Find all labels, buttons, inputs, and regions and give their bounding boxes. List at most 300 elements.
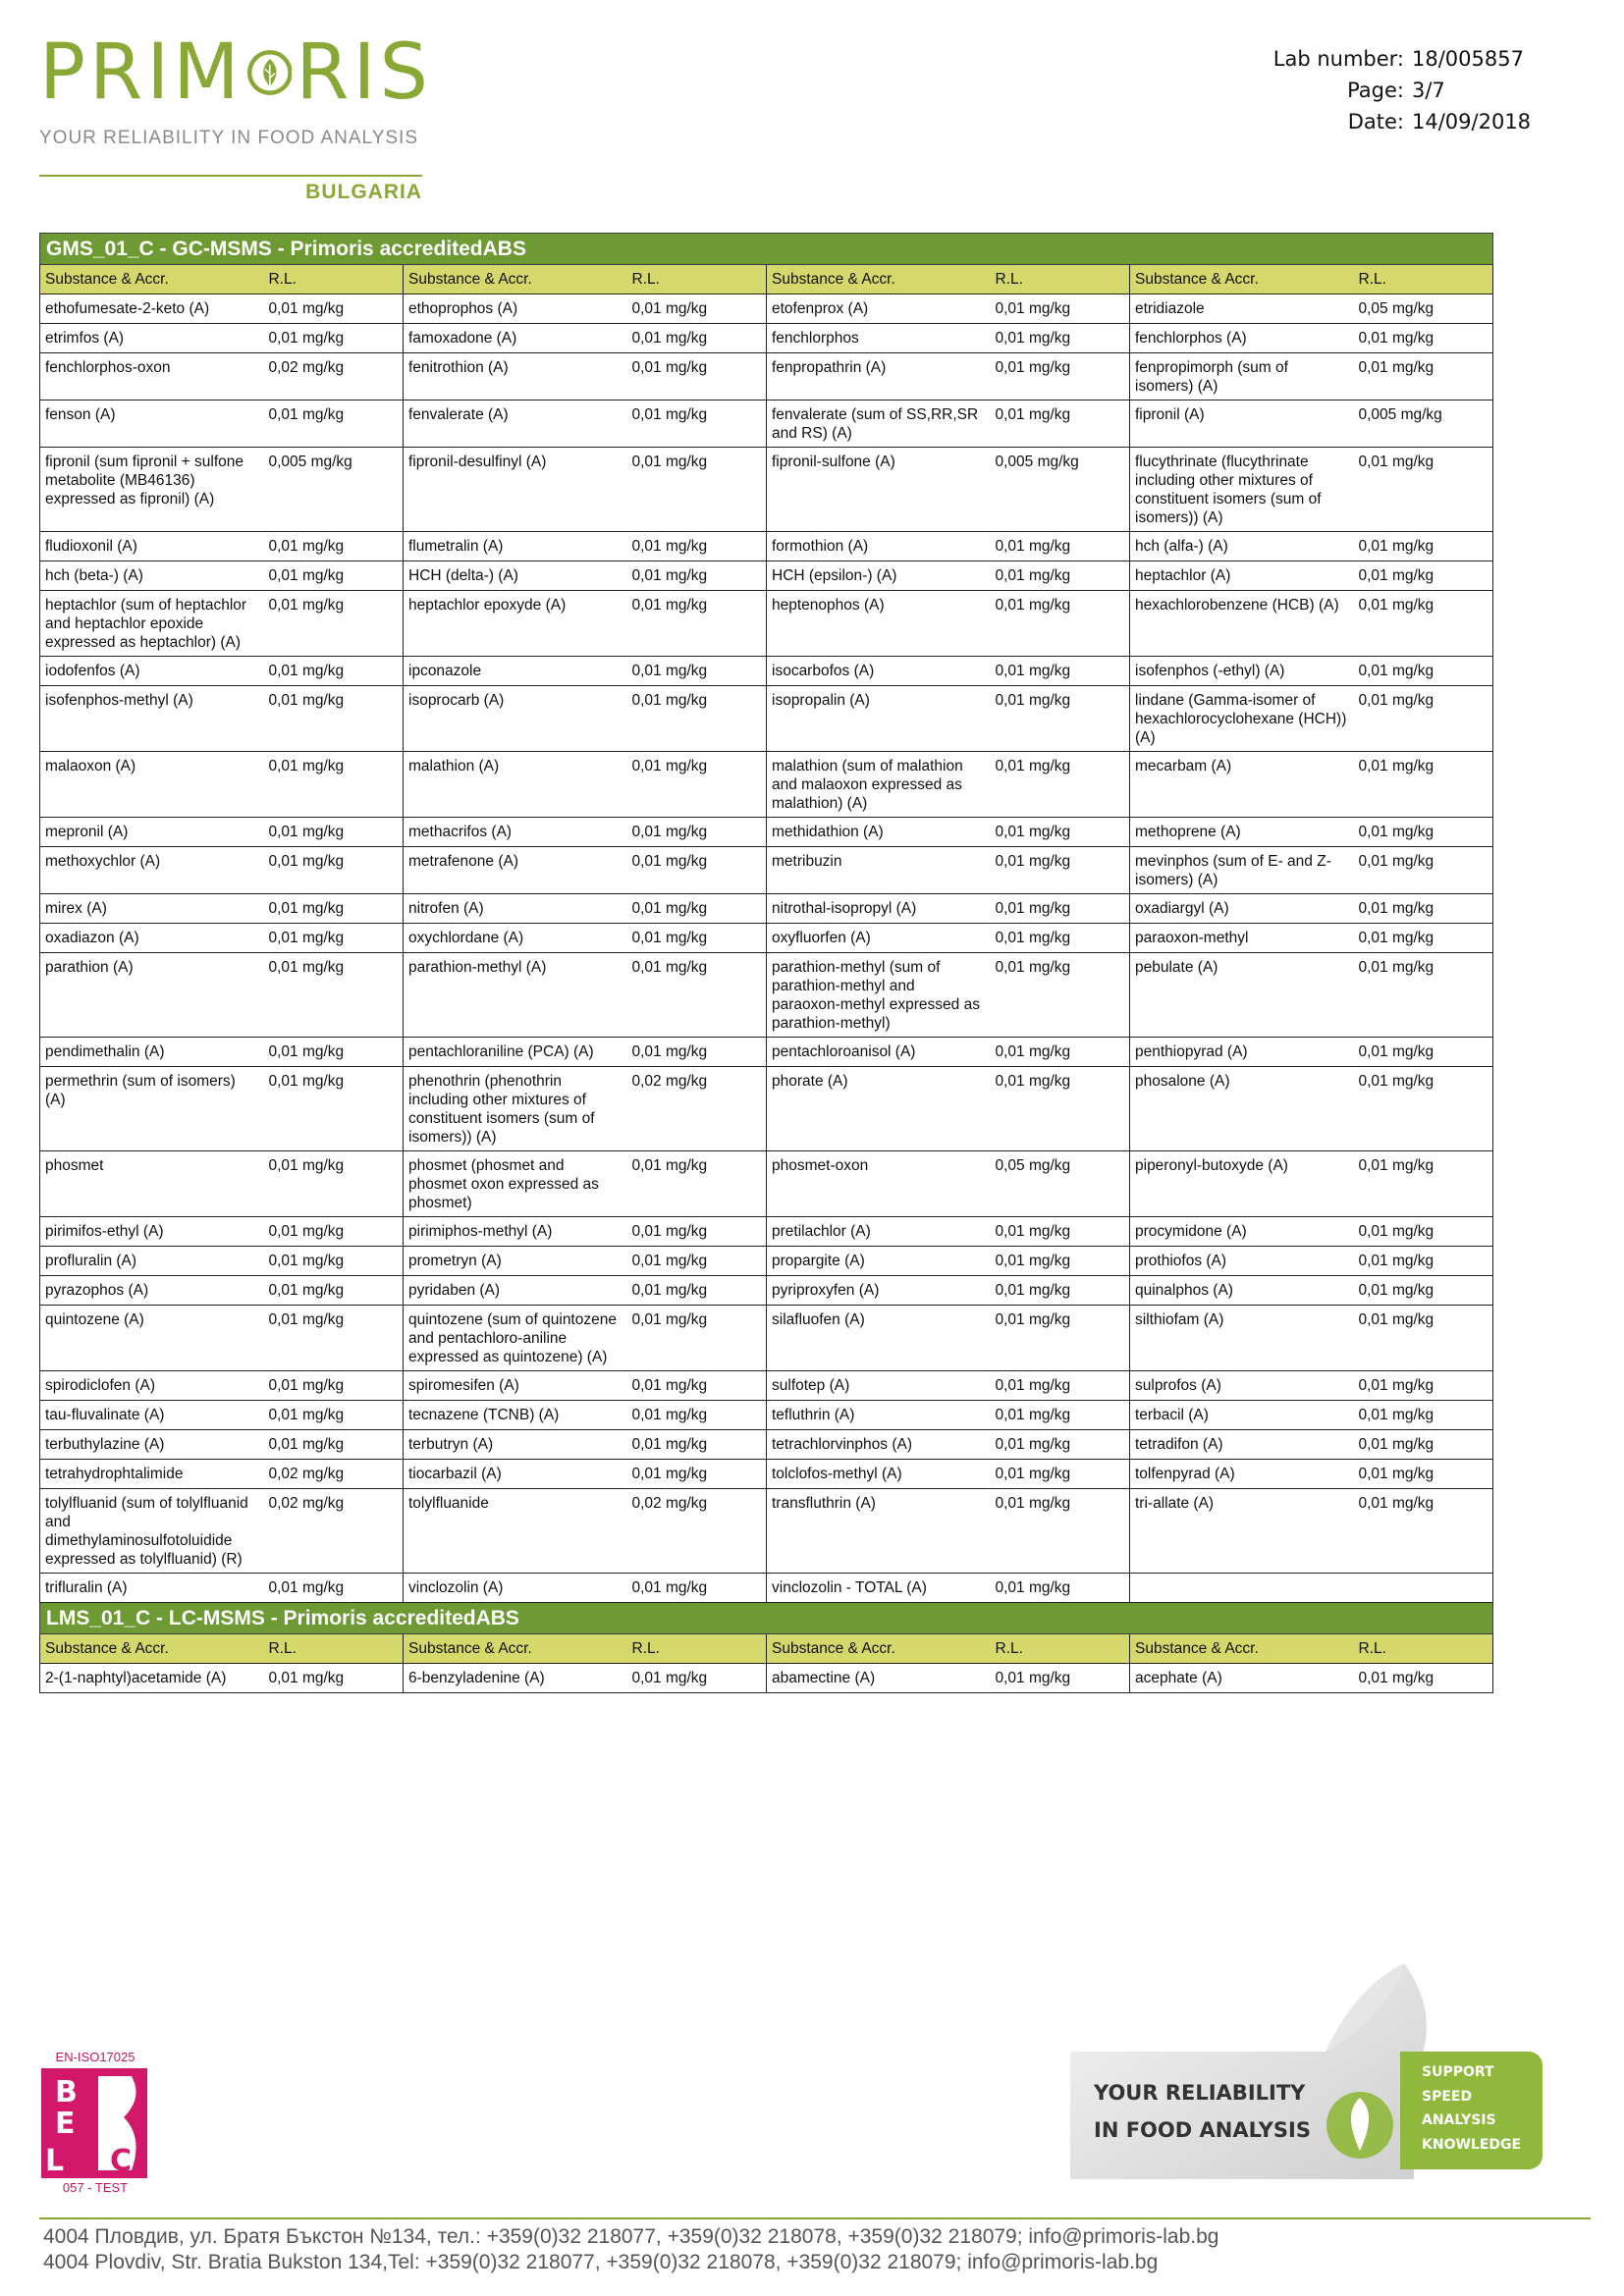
substance-cell: phosmet (phosmet and phosmet oxon expressed as phosmet) [404, 1151, 627, 1217]
rl-cell: 0,01 mg/kg [627, 1664, 767, 1693]
rl-cell: 0,01 mg/kg [627, 1371, 767, 1401]
promo-side-item: KNOWLEDGE [1422, 2136, 1522, 2153]
substance-cell: vinclozolin (A) [404, 1574, 627, 1603]
substance-cell: fenpropathrin (A) [767, 353, 991, 400]
substance-cell: acephate (A) [1130, 1664, 1354, 1693]
table-row [40, 1038, 1493, 1067]
substance-cell: trifluralin (A) [40, 1574, 264, 1603]
substance-cell: phenothrin (phenothrin including other mixtures of constituent isomers (sum of isomers)) (A) [404, 1067, 627, 1151]
rl-cell: 0,01 mg/kg [991, 953, 1130, 1038]
substance-cell: phorate (A) [767, 1067, 991, 1151]
substance-cell: prothiofos (A) [1130, 1247, 1354, 1276]
rl-cell: 0,01 mg/kg [627, 353, 767, 400]
substance-cell: isoprocarb (A) [404, 686, 627, 752]
address-english: 4004 Plovdiv, Str. Bratia Bukston 134,Tel: +359(0)32 218077, +359(0)32 218078, +359(0)32 218079; info@primoris-lab.bg [43, 2251, 1159, 2273]
rl-cell: 0,01 mg/kg [991, 1276, 1130, 1306]
rl-cell: 0,01 mg/kg [627, 1217, 767, 1247]
table-row [40, 1430, 1493, 1460]
rl-cell: 0,01 mg/kg [627, 1247, 767, 1276]
table-row [40, 1574, 1493, 1603]
rl-cell: 0,01 mg/kg [1354, 847, 1493, 894]
table-row [40, 353, 1493, 400]
column-header-rl: R.L. [991, 265, 1130, 294]
address-bulgarian: 4004 Пловдив, ул. Братя Бъкстон №134, тел.: +359(0)32 218077, +359(0)32 218078, +359(0)32 218079; info@primoris-lab.bg [43, 2225, 1219, 2248]
substance-cell: flucythrinate (flucythrinate including other mixtures of constituent isomers (sum of isomers)) (A) [1130, 448, 1354, 532]
rl-cell: 0,005 mg/kg [991, 448, 1130, 532]
substance-cell: oxadiazon (A) [40, 924, 264, 953]
promo-side-item: SUPPORT [1422, 2064, 1494, 2080]
substance-cell: tecnazene (TCNB) (A) [404, 1401, 627, 1430]
table-row [40, 818, 1493, 847]
rl-cell: 0,01 mg/kg [627, 1460, 767, 1489]
substance-cell: fenvalerate (sum of SS,RR,SR and RS) (A) [767, 400, 991, 448]
substance-cell: methidathion (A) [767, 818, 991, 847]
rl-cell: 0,01 mg/kg [627, 752, 767, 818]
column-header-substance: Substance & Accr. [404, 1634, 627, 1664]
table-row [40, 686, 1493, 752]
rl-cell: 0,01 mg/kg [991, 1430, 1130, 1460]
leaf-icon [247, 42, 293, 103]
rl-cell: 0,01 mg/kg [991, 1664, 1130, 1693]
substance-cell: fenson (A) [40, 400, 264, 448]
rl-cell [1354, 1574, 1493, 1603]
logo-country: BULGARIA [305, 181, 422, 203]
rl-cell: 0,01 mg/kg [264, 1574, 404, 1603]
rl-cell: 0,01 mg/kg [991, 894, 1130, 924]
footer-address [43, 2224, 1218, 2275]
date-row [1262, 106, 1559, 137]
table-row [40, 561, 1493, 591]
rl-cell: 0,01 mg/kg [991, 1460, 1130, 1489]
rl-cell: 0,01 mg/kg [1354, 1371, 1493, 1401]
column-header-substance: Substance & Accr. [1130, 265, 1354, 294]
table-row [40, 1067, 1493, 1151]
rl-cell: 0,01 mg/kg [1354, 561, 1493, 591]
substance-cell: fipronil-desulfinyl (A) [404, 448, 627, 532]
substance-cell: procymidone (A) [1130, 1217, 1354, 1247]
substance-cell: permethrin (sum of isomers) (A) [40, 1067, 264, 1151]
column-header-rl: R.L. [991, 1634, 1130, 1664]
table-row [40, 894, 1493, 924]
rl-cell: 0,01 mg/kg [264, 1371, 404, 1401]
lab-number-label: Lab number: [1272, 47, 1404, 71]
belac-letter: B [55, 2075, 78, 2109]
substance-cell: tefluthrin (A) [767, 1401, 991, 1430]
substance-cell: sulfotep (A) [767, 1371, 991, 1401]
substance-cell: quinalphos (A) [1130, 1276, 1354, 1306]
column-header-substance: Substance & Accr. [767, 265, 991, 294]
table-row [40, 1489, 1493, 1574]
promo-side-item: SPEED [1422, 2088, 1473, 2105]
rl-cell: 0,01 mg/kg [264, 1067, 404, 1151]
substance-cell: pendimethalin (A) [40, 1038, 264, 1067]
rl-cell: 0,01 mg/kg [1354, 1217, 1493, 1247]
belac-letter: A [75, 2144, 98, 2178]
rl-cell: 0,01 mg/kg [1354, 1151, 1493, 1217]
rl-cell: 0,01 mg/kg [264, 532, 404, 561]
section-title: GMS_01_C - GC-MSMS - Primoris accreditedABS [40, 234, 1493, 265]
substance-cell: nitrofen (A) [404, 894, 627, 924]
logo-tagline: YOUR RELIABILITY IN FOOD ANALYSIS [39, 128, 419, 148]
substance-cell: terbuthylazine (A) [40, 1430, 264, 1460]
substance-cell: pyridaben (A) [404, 1276, 627, 1306]
substance-cell: fipronil-sulfone (A) [767, 448, 991, 532]
promo-slogan [1094, 2074, 1311, 2149]
rl-cell: 0,01 mg/kg [264, 686, 404, 752]
substance-cell: etofenprox (A) [767, 294, 991, 324]
substance-cell: penthiopyrad (A) [1130, 1038, 1354, 1067]
substance-cell: terbutryn (A) [404, 1430, 627, 1460]
substance-cell: propargite (A) [767, 1247, 991, 1276]
substance-cell: pentachloraniline (PCA) (A) [404, 1038, 627, 1067]
rl-cell: 0,01 mg/kg [264, 924, 404, 953]
rl-cell: 0,01 mg/kg [991, 1067, 1130, 1151]
rl-cell: 0,01 mg/kg [264, 1276, 404, 1306]
rl-cell: 0,01 mg/kg [627, 400, 767, 448]
rl-cell: 0,01 mg/kg [264, 591, 404, 657]
rl-cell: 0,01 mg/kg [1354, 1430, 1493, 1460]
rl-cell: 0,01 mg/kg [627, 1430, 767, 1460]
rl-cell: 0,01 mg/kg [1354, 1401, 1493, 1430]
rl-cell: 0,01 mg/kg [1354, 591, 1493, 657]
substance-cell: tolclofos-methyl (A) [767, 1460, 991, 1489]
rl-cell: 0,01 mg/kg [1354, 1247, 1493, 1276]
logo-divider [39, 175, 422, 177]
substance-cell: pentachloroanisol (A) [767, 1038, 991, 1067]
rl-cell: 0,01 mg/kg [627, 924, 767, 953]
column-header-rl: R.L. [627, 265, 767, 294]
date-label: Date: [1347, 110, 1404, 133]
table-row [40, 752, 1493, 818]
table-row [40, 324, 1493, 353]
substance-cell: fenpropimorph (sum of isomers) (A) [1130, 353, 1354, 400]
substance-cell: terbacil (A) [1130, 1401, 1354, 1430]
table-row [40, 591, 1493, 657]
rl-cell: 0,01 mg/kg [991, 353, 1130, 400]
substance-cell: fenchlorphos (A) [1130, 324, 1354, 353]
logo-wordmark [39, 28, 432, 117]
substance-cell: pirimifos-ethyl (A) [40, 1217, 264, 1247]
rl-cell: 0,01 mg/kg [264, 752, 404, 818]
rl-cell: 0,01 mg/kg [627, 448, 767, 532]
rl-cell: 0,01 mg/kg [1354, 686, 1493, 752]
substance-cell: phosmet [40, 1151, 264, 1217]
substance-cell: nitrothal-isopropyl (A) [767, 894, 991, 924]
substance-cell: parathion-methyl (A) [404, 953, 627, 1038]
rl-cell: 0,01 mg/kg [627, 1574, 767, 1603]
rl-cell: 0,01 mg/kg [991, 1217, 1130, 1247]
rl-cell: 0,01 mg/kg [264, 294, 404, 324]
substance-cell: pebulate (A) [1130, 953, 1354, 1038]
rl-cell: 0,01 mg/kg [991, 591, 1130, 657]
promo-line-1: YOUR RELIABILITY [1094, 2081, 1306, 2105]
rl-cell: 0,01 mg/kg [991, 752, 1130, 818]
column-header-substance: Substance & Accr. [404, 265, 627, 294]
rl-cell: 0,01 mg/kg [264, 847, 404, 894]
rl-cell: 0,01 mg/kg [627, 1038, 767, 1067]
rl-cell: 0,01 mg/kg [991, 818, 1130, 847]
column-header-row [40, 1634, 1493, 1664]
substance-cell: tetrachlorvinphos (A) [767, 1430, 991, 1460]
section-header [40, 234, 1493, 265]
rl-cell: 0,02 mg/kg [264, 353, 404, 400]
rl-cell: 0,01 mg/kg [1354, 1460, 1493, 1489]
substance-cell: tolfenpyrad (A) [1130, 1460, 1354, 1489]
page-label: Page: [1347, 79, 1404, 102]
rl-cell: 0,01 mg/kg [1354, 1306, 1493, 1371]
rl-cell: 0,01 mg/kg [627, 1276, 767, 1306]
substance-cell: piperonyl-butoxyde (A) [1130, 1151, 1354, 1217]
rl-cell: 0,01 mg/kg [264, 324, 404, 353]
substance-cell: HCH (epsilon-) (A) [767, 561, 991, 591]
rl-cell: 0,01 mg/kg [627, 847, 767, 894]
substance-cell: heptachlor (sum of heptachlor and heptachlor epoxide expressed as heptachlor) (A) [40, 591, 264, 657]
substance-cell: isopropalin (A) [767, 686, 991, 752]
table-row [40, 953, 1493, 1038]
table-row [40, 1371, 1493, 1401]
substance-cell: HCH (delta-) (A) [404, 561, 627, 591]
rl-cell: 0,01 mg/kg [1354, 1276, 1493, 1306]
rl-cell: 0,01 mg/kg [264, 818, 404, 847]
substance-cell: pyriproxyfen (A) [767, 1276, 991, 1306]
rl-cell: 0,01 mg/kg [1354, 353, 1493, 400]
table-row [40, 294, 1493, 324]
substance-cell: tau-fluvalinate (A) [40, 1401, 264, 1430]
rl-cell: 0,01 mg/kg [991, 657, 1130, 686]
substance-cell: oxadiargyl (A) [1130, 894, 1354, 924]
rl-cell: 0,01 mg/kg [627, 953, 767, 1038]
rl-cell: 0,01 mg/kg [627, 561, 767, 591]
substance-cell: metribuzin [767, 847, 991, 894]
rl-cell: 0,01 mg/kg [264, 1038, 404, 1067]
rl-cell: 0,01 mg/kg [991, 1489, 1130, 1574]
rl-cell: 0,02 mg/kg [264, 1489, 404, 1574]
belac-letter: E [55, 2107, 76, 2141]
rl-cell: 0,01 mg/kg [1354, 324, 1493, 353]
table-row [40, 1306, 1493, 1371]
table-row [40, 847, 1493, 894]
table-row [40, 448, 1493, 532]
substance-cell: silthiofam (A) [1130, 1306, 1354, 1371]
primoris-logo [39, 28, 432, 204]
substance-cell: methoprene (A) [1130, 818, 1354, 847]
report-meta [1262, 43, 1559, 137]
rl-cell: 0,01 mg/kg [627, 591, 767, 657]
substance-cell: spirodiclofen (A) [40, 1371, 264, 1401]
substance-cell: fludioxonil (A) [40, 532, 264, 561]
substance-cell: pirimiphos-methyl (A) [404, 1217, 627, 1247]
substance-cell: quintozene (sum of quintozene and pentachloro-aniline expressed as quintozene) (A) [404, 1306, 627, 1371]
substance-cell: parathion-methyl (sum of parathion-methyl and paraoxon-methyl expressed as parathion-methyl) [767, 953, 991, 1038]
substance-cell: prometryn (A) [404, 1247, 627, 1276]
substance-cell: malathion (sum of malathion and malaoxon expressed as malathion) (A) [767, 752, 991, 818]
rl-cell: 0,01 mg/kg [1354, 1038, 1493, 1067]
rl-cell: 0,01 mg/kg [1354, 448, 1493, 532]
table-row [40, 1401, 1493, 1430]
lab-number-row [1262, 43, 1559, 75]
substance-cell [1130, 1574, 1354, 1603]
rl-cell: 0,01 mg/kg [991, 400, 1130, 448]
rl-cell: 0,02 mg/kg [627, 1067, 767, 1151]
rl-cell: 0,01 mg/kg [991, 924, 1130, 953]
substance-cell: ethoprophos (A) [404, 294, 627, 324]
substance-cell: 2-(1-naphtyl)acetamide (A) [40, 1664, 264, 1693]
rl-cell: 0,01 mg/kg [264, 1247, 404, 1276]
substance-cell: silafluofen (A) [767, 1306, 991, 1371]
lab-number-value: 18/005857 [1412, 47, 1524, 71]
substance-cell: spiromesifen (A) [404, 1371, 627, 1401]
substance-cell: mevinphos (sum of E- and Z-isomers) (A) [1130, 847, 1354, 894]
substance-cell: malaoxon (A) [40, 752, 264, 818]
rl-cell: 0,01 mg/kg [991, 1247, 1130, 1276]
rl-cell: 0,01 mg/kg [627, 1151, 767, 1217]
column-header-rl: R.L. [1354, 265, 1493, 294]
rl-cell: 0,01 mg/kg [264, 1306, 404, 1371]
substance-cell: hch (alfa-) (A) [1130, 532, 1354, 561]
substance-cell: fipronil (sum fipronil + sulfone metabolite (MB46136) expressed as fipronil) (A) [40, 448, 264, 532]
column-header-substance: Substance & Accr. [40, 265, 264, 294]
rl-cell: 0,02 mg/kg [627, 1489, 767, 1574]
column-header-substance: Substance & Accr. [40, 1634, 264, 1664]
substance-cell: ipconazole [404, 657, 627, 686]
substance-cell: fipronil (A) [1130, 400, 1354, 448]
belac-test-number: 057 - TEST [62, 2180, 129, 2195]
substance-cell: iodofenfos (A) [40, 657, 264, 686]
column-header-row [40, 265, 1493, 294]
rl-cell: 0,01 mg/kg [991, 1306, 1130, 1371]
rl-cell: 0,01 mg/kg [264, 657, 404, 686]
rl-cell: 0,01 mg/kg [627, 818, 767, 847]
substance-cell: profluralin (A) [40, 1247, 264, 1276]
rl-cell: 0,01 mg/kg [1354, 1489, 1493, 1574]
substance-cell: tri-allate (A) [1130, 1489, 1354, 1574]
substance-cell: fenchlorphos [767, 324, 991, 353]
date-value: 14/09/2018 [1412, 110, 1532, 133]
substance-cell: tetradifon (A) [1130, 1430, 1354, 1460]
substance-cell: pyrazophos (A) [40, 1276, 264, 1306]
table-row [40, 532, 1493, 561]
substance-cell: mecarbam (A) [1130, 752, 1354, 818]
rl-cell: 0,01 mg/kg [991, 294, 1130, 324]
column-header-rl: R.L. [1354, 1634, 1493, 1664]
substance-cell: metrafenone (A) [404, 847, 627, 894]
belac-logo [41, 2068, 147, 2178]
rl-cell: 0,01 mg/kg [264, 561, 404, 591]
table-row [40, 657, 1493, 686]
substance-cell: fenchlorphos-oxon [40, 353, 264, 400]
belac-letter: C [110, 2144, 133, 2178]
column-header-rl: R.L. [264, 265, 404, 294]
belac-letters-graphic [41, 2068, 147, 2178]
rl-cell: 0,005 mg/kg [264, 448, 404, 532]
substance-cell: mirex (A) [40, 894, 264, 924]
rl-cell: 0,01 mg/kg [991, 532, 1130, 561]
substance-cell: vinclozolin - TOTAL (A) [767, 1574, 991, 1603]
rl-cell: 0,02 mg/kg [264, 1460, 404, 1489]
substance-cell: isocarbofos (A) [767, 657, 991, 686]
belac-accreditation-mark [41, 2050, 149, 2195]
substance-cell: heptenophos (A) [767, 591, 991, 657]
rl-cell: 0,01 mg/kg [627, 894, 767, 924]
substance-cell: oxyfluorfen (A) [767, 924, 991, 953]
rl-cell: 0,01 mg/kg [627, 1401, 767, 1430]
belac-letter: L [45, 2144, 65, 2178]
table-row [40, 1664, 1493, 1693]
substance-cell: malathion (A) [404, 752, 627, 818]
promo-banner [1031, 1958, 1561, 2194]
rl-cell: 0,01 mg/kg [264, 1401, 404, 1430]
rl-cell: 0,01 mg/kg [991, 324, 1130, 353]
rl-cell: 0,01 mg/kg [264, 1217, 404, 1247]
substance-cell: methacrifos (A) [404, 818, 627, 847]
table-row [40, 400, 1493, 448]
rl-cell: 0,01 mg/kg [264, 400, 404, 448]
table-row [40, 1217, 1493, 1247]
table-row [40, 1460, 1493, 1489]
promo-side-item: ANALYSIS [1422, 2112, 1496, 2128]
column-header-rl: R.L. [264, 1634, 404, 1664]
substance-cell: fenvalerate (A) [404, 400, 627, 448]
belac-standard: EN-ISO17025 [55, 2050, 135, 2064]
section-header [40, 1603, 1493, 1634]
substance-cell: phosalone (A) [1130, 1067, 1354, 1151]
substance-cell: hexachlorobenzene (HCB) (A) [1130, 591, 1354, 657]
substance-cell: abamectine (A) [767, 1664, 991, 1693]
rl-cell: 0,01 mg/kg [1354, 818, 1493, 847]
page-row [1262, 75, 1559, 106]
rl-cell: 0,01 mg/kg [264, 894, 404, 924]
rl-cell: 0,01 mg/kg [627, 686, 767, 752]
substance-cell: etridiazole [1130, 294, 1354, 324]
substance-cell: isofenphos-methyl (A) [40, 686, 264, 752]
substance-cell: pretilachlor (A) [767, 1217, 991, 1247]
substance-cell: flumetralin (A) [404, 532, 627, 561]
rl-cell: 0,01 mg/kg [991, 1371, 1130, 1401]
rl-cell: 0,01 mg/kg [1354, 953, 1493, 1038]
table-row [40, 1276, 1493, 1306]
rl-cell: 0,01 mg/kg [1354, 532, 1493, 561]
rl-cell: 0,01 mg/kg [627, 324, 767, 353]
column-header-rl: R.L. [627, 1634, 767, 1664]
substance-cell: fenitrothion (A) [404, 353, 627, 400]
column-header-substance: Substance & Accr. [1130, 1634, 1354, 1664]
substance-cell: tiocarbazil (A) [404, 1460, 627, 1489]
substance-cell: methoxychlor (A) [40, 847, 264, 894]
rl-cell: 0,01 mg/kg [264, 1430, 404, 1460]
rl-cell: 0,01 mg/kg [1354, 657, 1493, 686]
table-row [40, 1247, 1493, 1276]
rl-cell: 0,01 mg/kg [627, 1306, 767, 1371]
rl-cell: 0,01 mg/kg [1354, 924, 1493, 953]
substance-cell: 6-benzyladenine (A) [404, 1664, 627, 1693]
footer-divider [39, 2217, 1591, 2219]
rl-cell: 0,01 mg/kg [1354, 1664, 1493, 1693]
substance-cell: quintozene (A) [40, 1306, 264, 1371]
rl-cell: 0,05 mg/kg [991, 1151, 1130, 1217]
substance-cell: tolylfluanide [404, 1489, 627, 1574]
rl-cell: 0,01 mg/kg [264, 1151, 404, 1217]
promo-side-list [1422, 2060, 1521, 2157]
rl-cell: 0,01 mg/kg [264, 953, 404, 1038]
rl-cell: 0,01 mg/kg [1354, 1067, 1493, 1151]
substance-cell: parathion (A) [40, 953, 264, 1038]
substance-cell: lindane (Gamma-isomer of hexachlorocyclohexane (HCH)) (A) [1130, 686, 1354, 752]
substance-cell: heptachlor (A) [1130, 561, 1354, 591]
substance-cell: tolylfluanid (sum of tolylfluanid and dimethylaminosulfotoluidide expressed as tolylfluanid) (R) [40, 1489, 264, 1574]
rl-cell: 0,01 mg/kg [991, 1574, 1130, 1603]
substance-cell: isofenphos (-ethyl) (A) [1130, 657, 1354, 686]
rl-cell: 0,01 mg/kg [991, 1038, 1130, 1067]
